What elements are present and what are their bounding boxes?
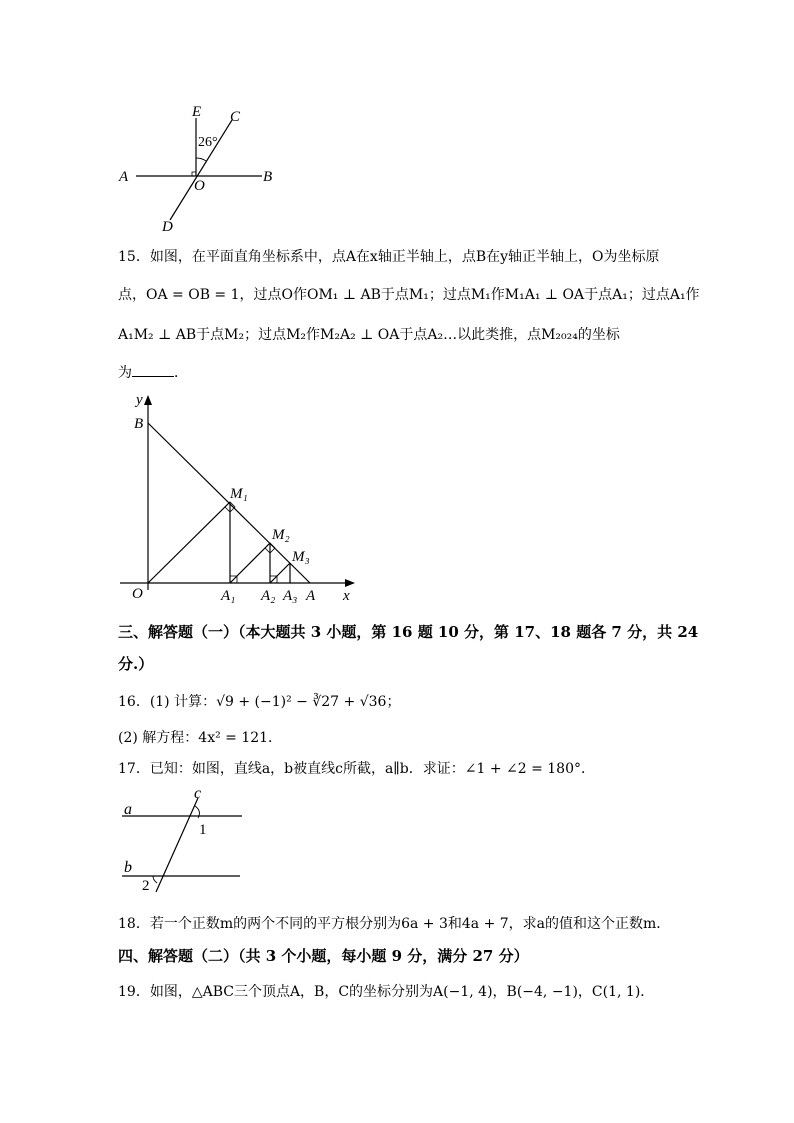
angle-arc	[196, 158, 206, 161]
q15-answer-suffix: ．	[174, 365, 188, 381]
figure-angle-diagram	[110, 98, 290, 238]
label-a: A	[306, 588, 316, 604]
label-e: E	[192, 104, 202, 120]
label-m1: M₁	[230, 486, 248, 502]
label-a: A	[119, 169, 129, 185]
q16-part1: 16．(1) 计算：√9 + (−1)² − ∛27 + √36；	[118, 694, 401, 710]
q15-line1: 15．如图，在平面直角坐标系中，点A在x轴正半轴上，点B在y轴正半轴上，O为坐标原	[118, 249, 660, 265]
y-axis-arrow	[144, 395, 152, 405]
label-a3: A₃	[283, 588, 298, 604]
label-c: c	[194, 785, 202, 802]
q15-line3: A₁M₂ ⊥ AB于点M₂；过点M₂作M₂A₂ ⊥ OA于点A₂…以此类推，点M₂₀₂₄的坐标	[118, 327, 620, 343]
line-c	[156, 798, 198, 892]
section4-title: 四、解答题（二）（共 3 个小题，每小题 9 分，满分 27 分）	[118, 947, 529, 965]
angle-2-arc	[153, 876, 157, 883]
label-c: C	[230, 109, 241, 125]
label-b: B	[263, 169, 273, 185]
label-o: O	[132, 586, 143, 602]
q15-answer-prefix: 为	[118, 365, 132, 381]
q17-text: 17．已知：如图，直线a，b被直线c所截，a∥b．求证：∠1 + ∠2 = 180°．	[118, 761, 595, 777]
section3-title-line1: 三、解答题（一）（本大题共 3 小题，第 16 题 10 分，第 17、18 题各 7 分，共 24	[118, 623, 699, 641]
section3-title-line2: 分.）	[118, 655, 154, 673]
segment-a2m3	[270, 563, 290, 583]
label-b: b	[124, 859, 132, 876]
label-1: 1	[199, 822, 207, 838]
label-m2: M₂	[272, 527, 290, 543]
label-angle-26: 26°	[198, 135, 218, 150]
label-o: O	[194, 178, 205, 194]
label-2: 2	[142, 878, 150, 894]
right-angle-mark	[192, 172, 196, 176]
label-y: y	[136, 392, 143, 408]
label-d: D	[162, 219, 173, 235]
label-a: a	[124, 801, 132, 818]
label-x: x	[343, 588, 350, 604]
label-a2: A₂	[261, 588, 276, 604]
label-a1: A₁	[221, 588, 236, 604]
q15-line4	[118, 363, 188, 383]
segment-om1	[148, 502, 230, 583]
q18-text: 18．若一个正数m的两个不同的平方根分别为6a + 3和4a + 7，求a的值和这个正数m．	[118, 916, 671, 932]
label-m3: M₃	[292, 549, 310, 565]
q16-part2: (2) 解方程：4x² = 121．	[118, 730, 283, 746]
label-b: B	[134, 416, 144, 432]
figure-coordinate-diagram	[112, 390, 362, 605]
figure-parallel-lines	[118, 784, 248, 896]
q15-line2: 点，OA = OB = 1，过点O作OM₁ ⊥ AB于点M₁；过点M₁作M₁A₁ ⊥ OA于点A₁；过点A₁作	[118, 287, 700, 303]
answer-blank[interactable]	[132, 364, 174, 377]
segment-a1m2	[230, 543, 270, 583]
q19-text: 19．如图，△ABC三个顶点A，B，C的坐标分别为A(−1, 4)，B(−4, −1)，C(1, 1)．	[118, 984, 655, 1000]
x-axis-arrow	[345, 579, 355, 587]
